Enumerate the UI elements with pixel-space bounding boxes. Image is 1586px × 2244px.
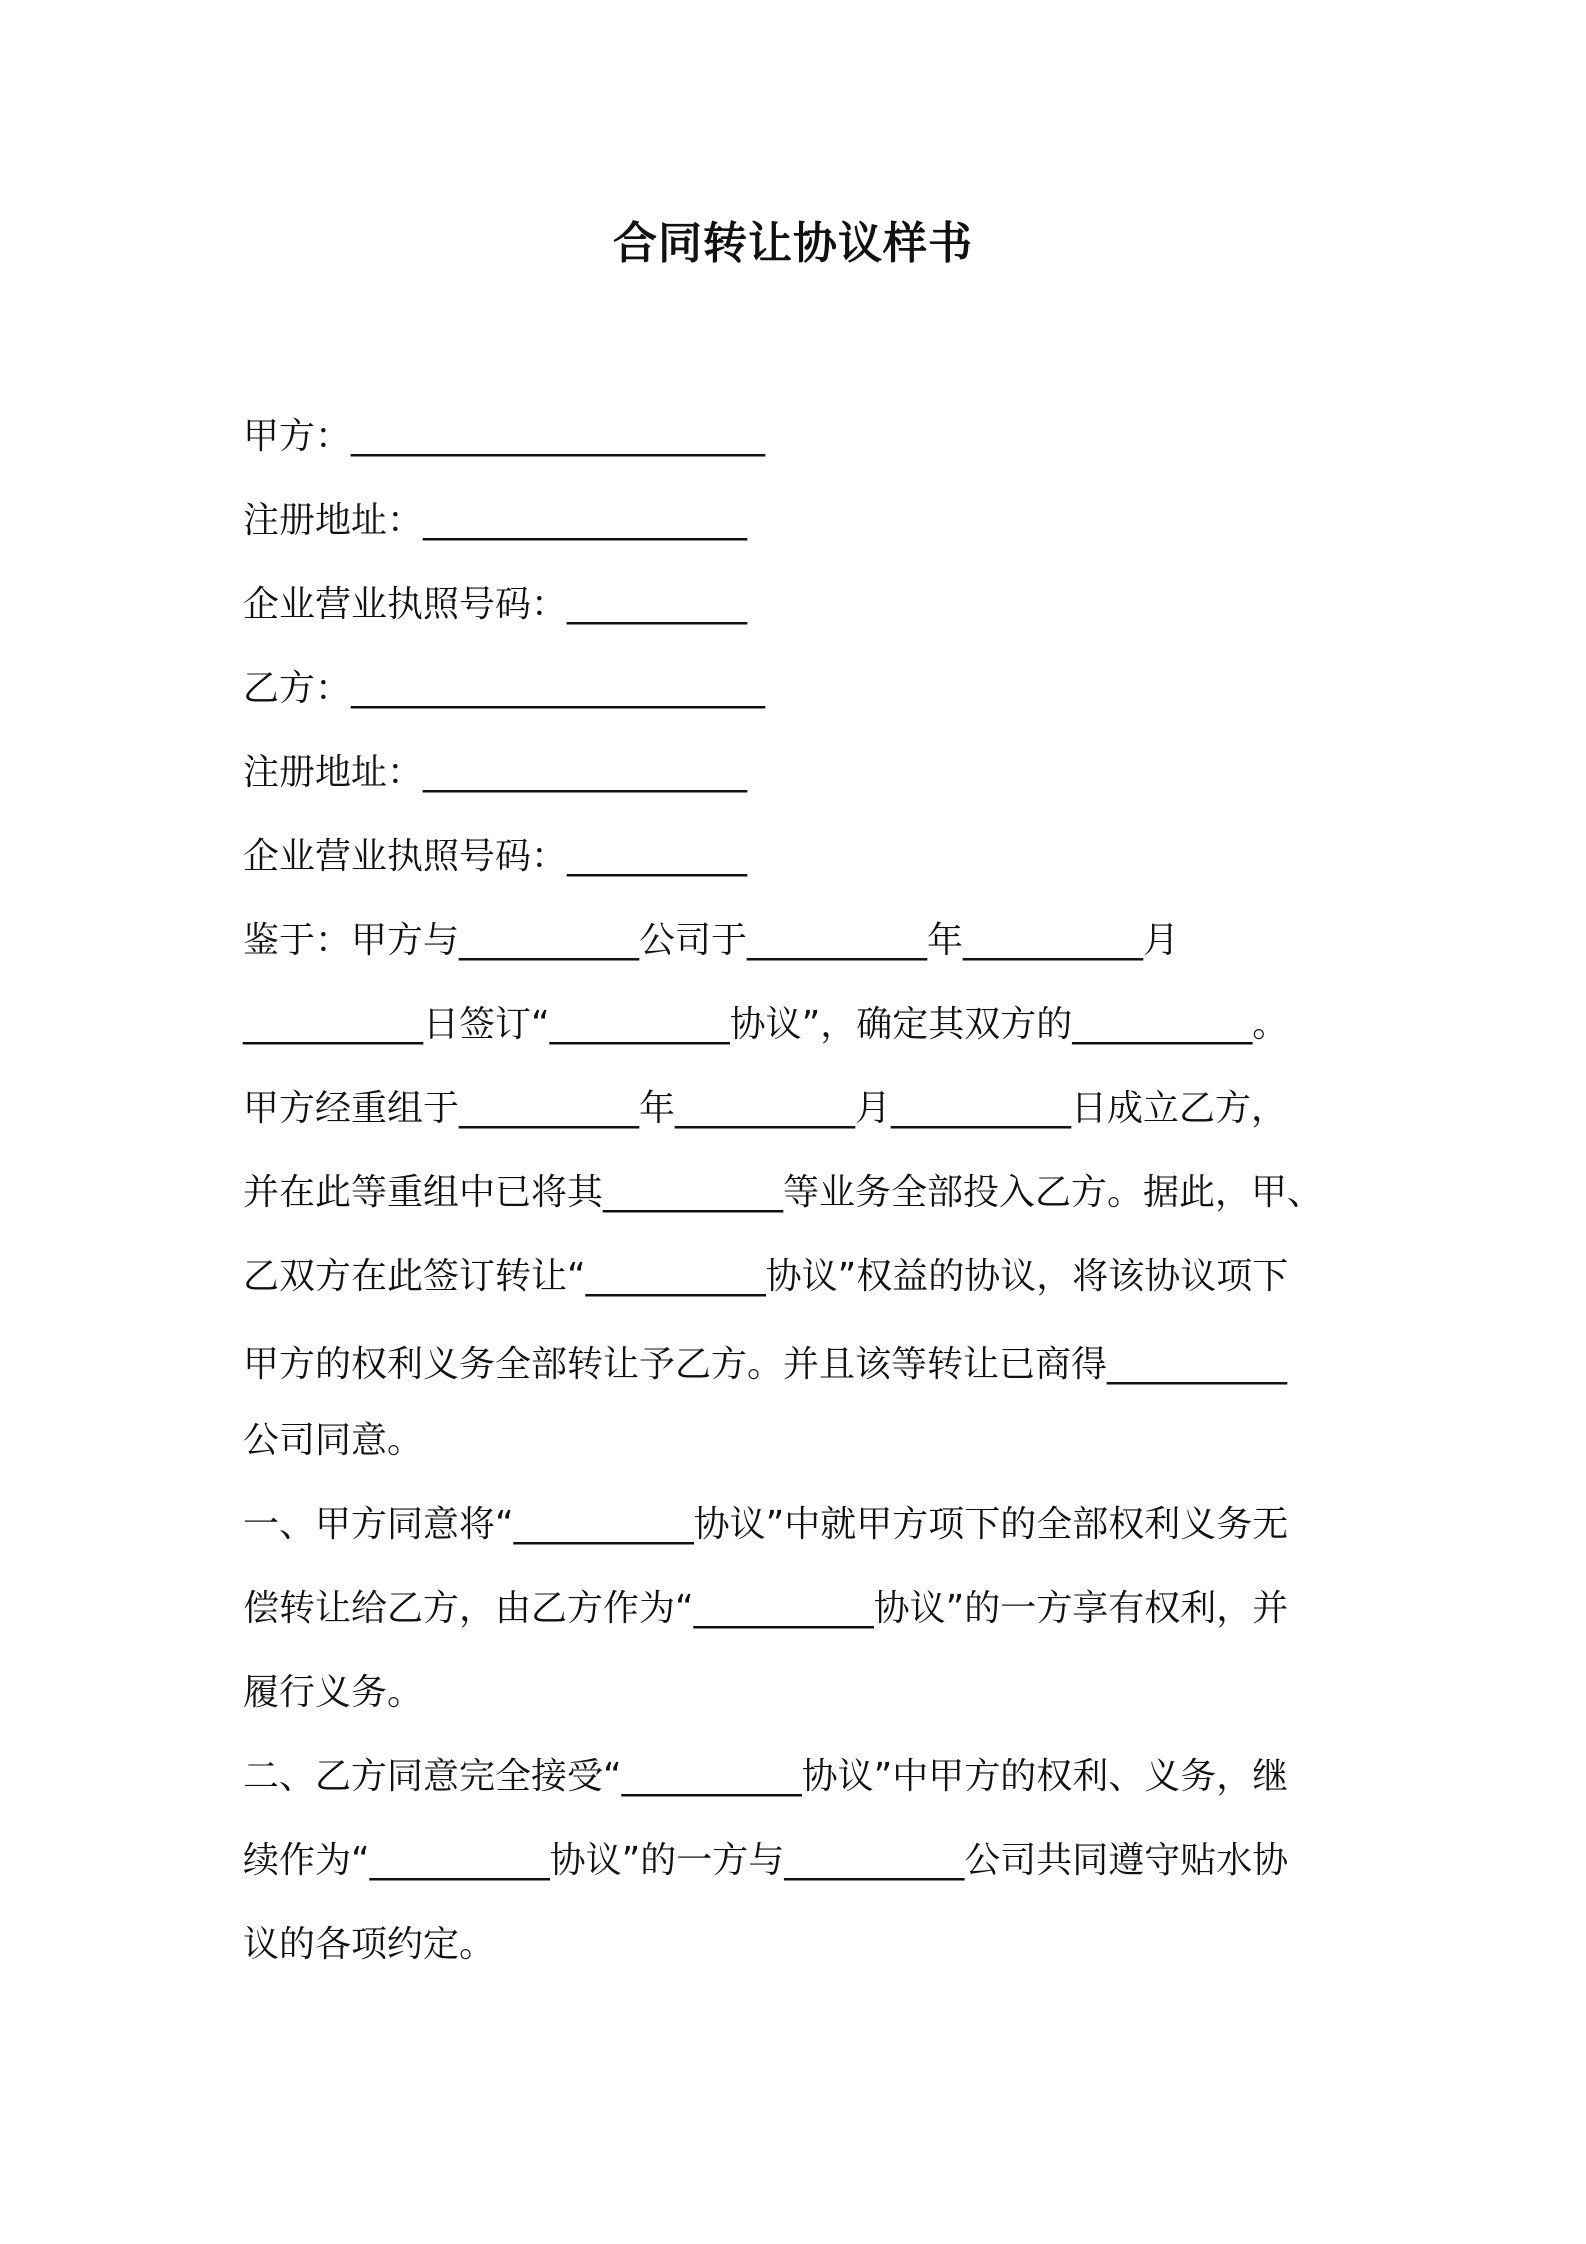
document-title: 合同转让协议样书 (613, 218, 973, 269)
party-a-name-line: 甲方：_______________________ (243, 416, 766, 457)
clause-one-line: 偿转让给乙方，由乙方作为“__________协议”的一方享有权利，并 (243, 1588, 1289, 1629)
clause-two-line: 二、乙方同意完全接受“__________协议”中甲方的权利、义务，继 (243, 1756, 1289, 1797)
recital-line: 公司同意。 (243, 1420, 424, 1461)
clause-two-line: 议的各项约定。 (243, 1924, 496, 1965)
recital-line: 并在此等重组中已将其__________等业务全部投入乙方。据此，甲、 (243, 1172, 1324, 1213)
party-b-license-line: 企业营业执照号码：__________ (243, 836, 748, 877)
party-a-license-line: 企业营业执照号码：__________ (243, 584, 748, 625)
recital-line: 甲方经重组于__________年__________月__________日成立乙方， (243, 1088, 1288, 1129)
clause-one-line: 履行义务。 (243, 1672, 424, 1713)
recital-line: 乙双方在此签订转让“__________协议”权益的协议，将该协议项下 (243, 1256, 1289, 1297)
recital-line: 鉴于：甲方与__________公司于__________年__________月 (243, 920, 1180, 961)
clause-one-line: 一、甲方同意将“__________协议”中就甲方项下的全部权利义务无 (243, 1504, 1289, 1545)
clause-two-line: 续作为“__________协议”的一方与__________公司共同遵守贴水协 (243, 1840, 1289, 1881)
party-b-name-line: 乙方：_______________________ (243, 668, 766, 709)
party-a-address-line: 注册地址：__________________ (243, 500, 748, 541)
recital-line: 甲方的权利义务全部转让予乙方。并且该等转让已商得__________ (243, 1344, 1288, 1385)
recital-line: __________日签订“__________协议”，确定其双方的__________。 (243, 1004, 1289, 1045)
party-b-address-line: 注册地址：__________________ (243, 752, 748, 793)
